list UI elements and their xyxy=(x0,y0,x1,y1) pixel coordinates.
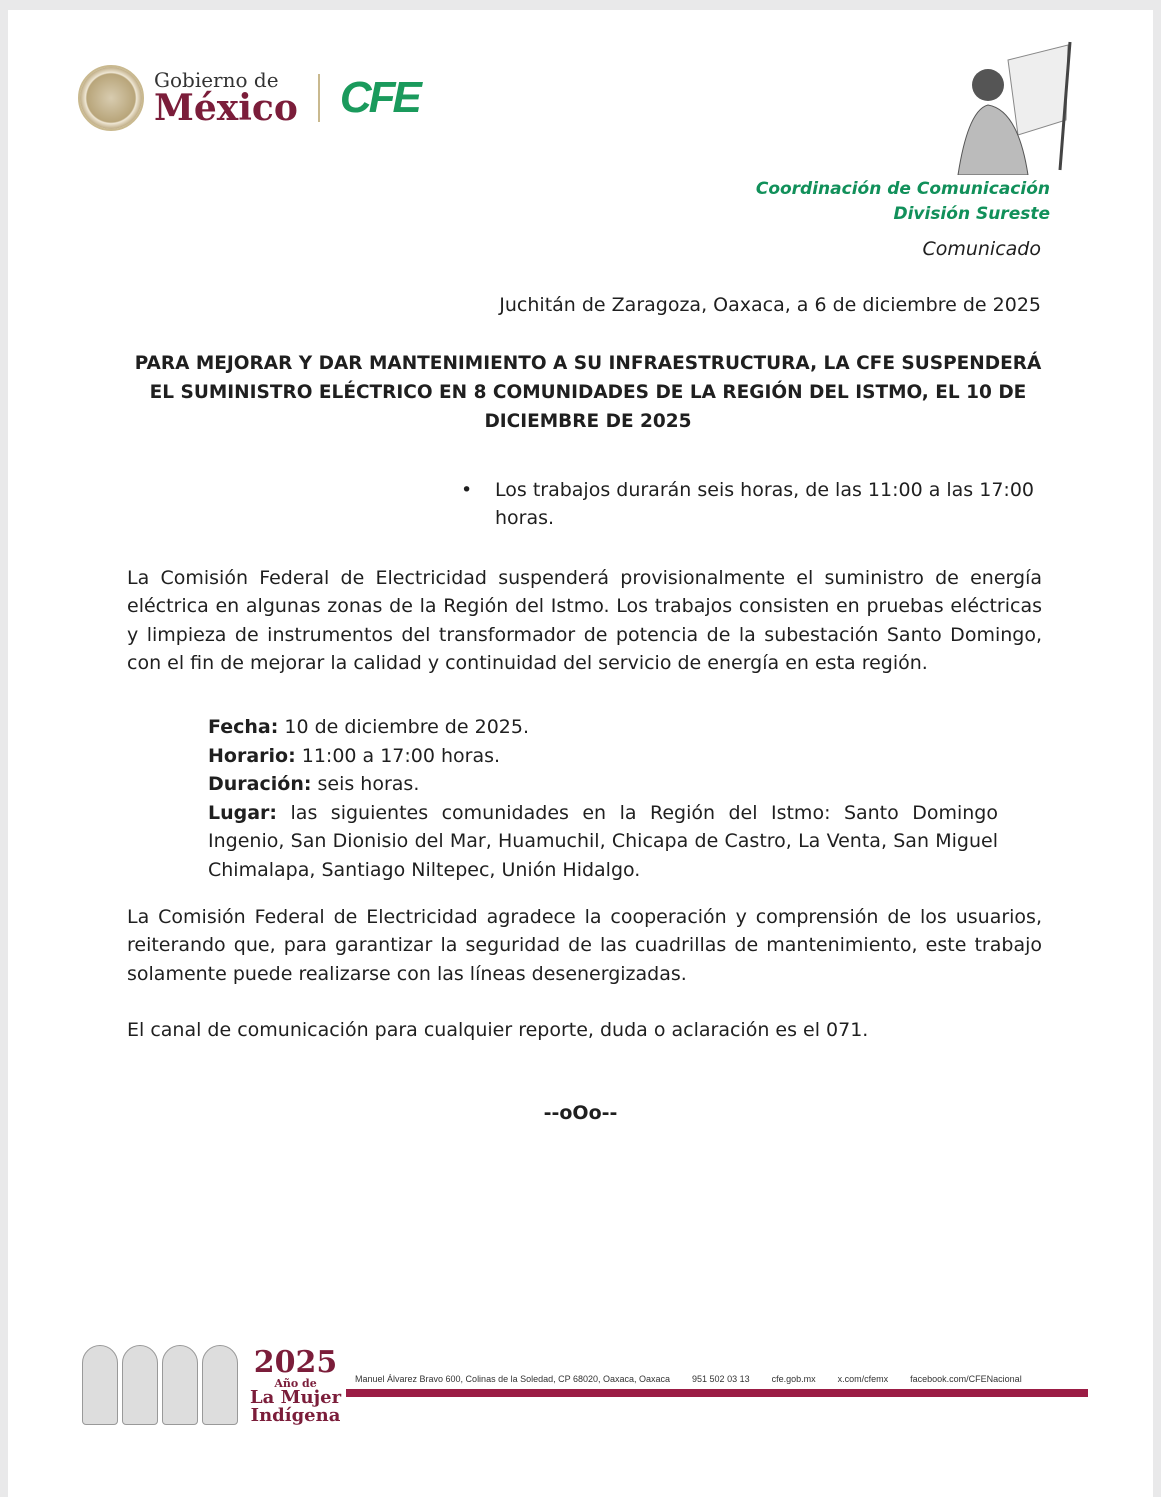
detail-label: Duración: xyxy=(208,773,312,795)
press-release-title: PARA MEJORAR Y DAR MANTENIMIENTO A SU INFRAESTRUCTURA, LA CFE SUSPENDERÁ EL SUMINISTRO ELÉCTRICO EN 8 COMUNIDADES DE LA REGIÓN DEL ISTMO, EL 10 DE DICIEMBRE DE 2025 xyxy=(134,353,1042,432)
footer-facebook-link[interactable]: facebook.com/CFENacional xyxy=(910,1374,1022,1384)
paragraph-3: El canal de comunicación para cualquier reporte, duda o aclaración es el 071. xyxy=(127,1019,869,1041)
footer-contact xyxy=(346,1374,1088,1397)
detail-duracion xyxy=(208,770,998,799)
footer-year-line3: Indígena xyxy=(250,1405,341,1426)
footer-web-link[interactable]: cfe.gob.mx xyxy=(771,1374,816,1384)
place-date: Juchitán de Zaragoza, Oaxaca, a 6 de diciembre de 2025 xyxy=(499,294,1041,316)
detail-value: 10 de diciembre de 2025. xyxy=(284,716,529,738)
footer-bar xyxy=(346,1389,1088,1397)
detail-horario xyxy=(208,742,998,771)
document-type: Comunicado xyxy=(922,238,1041,260)
division-line: División Sureste xyxy=(893,204,1050,224)
header-logo xyxy=(78,65,419,131)
coordination-heading xyxy=(756,177,1050,227)
details-block xyxy=(208,713,998,884)
detail-value: las siguientes comunidades en la Región del Istmo: Santo Domingo Ingenio, San Dionisio del Mar, Huamuchil, Chicapa de Castro, La Venta, San Miguel Chimalapa, Santiago Niltepec, Unión Hidalgo. xyxy=(208,801,998,881)
detail-label: Horario: xyxy=(208,744,296,767)
detail-label: Lugar: xyxy=(208,801,278,824)
detail-value: 11:00 a 17:00 horas. xyxy=(301,744,501,767)
bullet-icon: • xyxy=(461,479,473,501)
gob-line1: Gobierno de xyxy=(154,68,279,92)
gob-line2: México xyxy=(154,87,298,129)
document-page xyxy=(8,10,1153,1497)
footer-year-line2: La Mujer xyxy=(250,1387,342,1408)
detail-lugar xyxy=(208,799,998,885)
footer-address: Manuel Álvarez Bravo 600, Colinas de la Soledad, CP 68020, Oaxaca, Oaxaca xyxy=(355,1374,671,1384)
detail-fecha xyxy=(208,713,998,742)
national-seal-icon xyxy=(78,65,144,131)
woman-flag-illustration-icon xyxy=(948,40,1073,175)
logo-divider xyxy=(318,74,320,122)
detail-value: seis horas. xyxy=(317,773,420,795)
footer-year-sub: Año de xyxy=(274,1377,317,1390)
indigenous-women-illustration-icon xyxy=(74,1330,244,1425)
footer-phone: 951 502 03 13 xyxy=(692,1374,750,1384)
paragraph-1: La Comisión Federal de Electricidad suspenderá provisionalmente el suministro de energía eléctrica en algunas zonas de la Región del Istmo. Los trabajos consisten en pruebas eléctricas y limpieza de instrumentos del transformador de potencia de la subestación Santo Domingo, con el fin de mejorar la calidad y continuidad del servicio de energía en esta región. xyxy=(127,567,1042,674)
bullet-item xyxy=(458,476,1043,532)
end-mark: --oOo-- xyxy=(543,1102,618,1124)
footer-logo xyxy=(74,1330,341,1425)
detail-label: Fecha: xyxy=(208,716,279,738)
bullet-text: Los trabajos durarán seis horas, de las 11:00 a las 17:00 horas. xyxy=(495,479,1035,529)
paragraph-2: La Comisión Federal de Electricidad agradece la cooperación y comprensión de los usuarios, reiterando que, para garantizar la seguridad de las cuadrillas de mantenimiento, este trabajo solamente puede realizarse con las líneas desenergizadas. xyxy=(127,906,1042,985)
footer-x-link[interactable]: x.com/cfemx xyxy=(837,1374,889,1384)
coordination-line: Coordinación de Comunicación xyxy=(755,179,1050,199)
footer-year: 2025 xyxy=(253,1345,338,1380)
cfe-logo: CFE xyxy=(339,73,419,122)
